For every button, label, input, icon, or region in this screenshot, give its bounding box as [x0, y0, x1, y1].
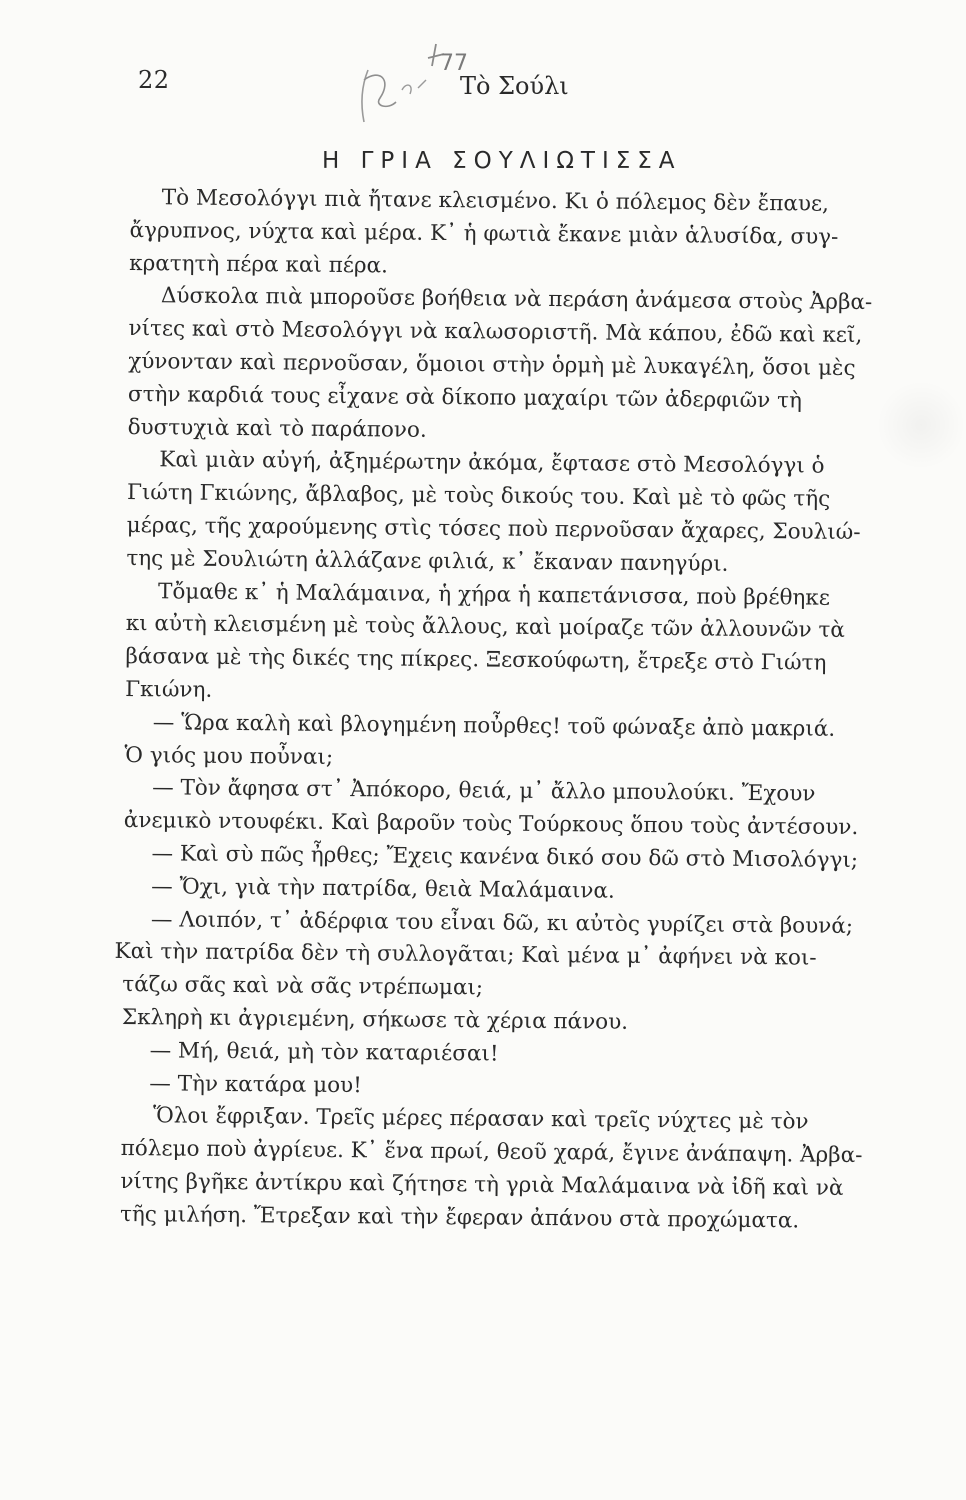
- handwritten-pencil-note: [340, 40, 470, 130]
- text-line: Καὶ μιὰν αὐγή, ἀξημέρωτην ἀκόμα, ἔφτασε στὸ Μεσολόγγι ὁ: [159, 447, 825, 480]
- text-line: χύνονταν καὶ περνοῦσαν, ὅμοιοι στὴν ὁρμὴ μὲ λυκαγέλη, ὅσοι μὲς: [128, 348, 856, 381]
- text-line: νίτες καὶ στὸ Μεσολόγγι νὰ καλωσοριστῆ. Μὰ κάπου, ἐδῶ καὶ κεῖ,: [128, 316, 863, 349]
- text-line: Σκληρὴ κι ἀγριεμένη, σήκωσε τὰ χέρια πάνου.: [121, 1004, 629, 1035]
- text-line: Γκιώνη.: [125, 676, 213, 703]
- text-line: ἀνεμικὸ ντουφέκι. Καὶ βαροῦν τοὺς Τούρκους ὅπου τοὺς ἀντέσουν.: [123, 808, 859, 841]
- text-line: ἄγρυπνος, νύχτα καὶ μέρα. Κ᾽ ἡ φωτιὰ ἔκανε μιὰν ἁλυσίδα, συγ-: [129, 217, 839, 250]
- handwritten-number: 77: [440, 51, 468, 76]
- text-line: της μὲ Σουλιώτη ἀλλάζανε φιλιά, κ᾽ ἔκαναν πανηγύρι.: [126, 545, 729, 577]
- text-line: μέρας, τῆς χαρούμενης στὶς τόσες ποὺ περνοῦσαν ἄχαρες, Σουλιώ-: [126, 512, 861, 545]
- text-line: — Καὶ σὺ πῶς ἦρθες; Ἔχεις κανένα δικό σου δῶ στὸ Μισολόγγι;: [151, 841, 859, 873]
- text-line: — Τὴν κατάρα μου!: [149, 1070, 362, 1098]
- text-line: — Ὥρα καλὴ καὶ βλογημένη ποὖρθες! τοῦ φώναξε ἀπὸ μακριά.: [152, 709, 836, 742]
- text-line: — Τὸν ἄφησα στ᾽ Ἀπόκορο, θειά, μ᾽ ἄλλο μπουλούκι. Ἔχουν: [152, 775, 816, 807]
- text-line: — Λοιπόν, τ᾽ ἀδέρφια του εἶναι δῶ, κι αὐτὸς γυρίζει στὰ βουνά;: [150, 906, 854, 939]
- text-line: νίτης βγῆκε ἀντίκρυ καὶ ζήτησε τὴ γριὰ Μαλάμαινα νὰ ἰδῆ καὶ νὰ: [120, 1168, 844, 1201]
- page-number: 22: [138, 66, 170, 94]
- text-line: Γιώτη Γκιώνης, ἄβλαβος, μὲ τοὺς δικούς του. Καὶ μὲ τὸ φῶς τῆς: [126, 480, 831, 512]
- text-line: στὴν καρδιά τους εἶχανε σὰ δίκοπο μαχαίρι τῶν ἀδερφιῶν τὴ: [127, 381, 803, 414]
- text-line: Καὶ τὴν πατρίδα δὲν τὴ συλλογᾶται; Καὶ μένα μ᾽ ἀφήνει νὰ κοι-: [114, 939, 817, 971]
- running-head: Τὸ Σούλι: [460, 72, 569, 100]
- text-line: — Μή, θειά, μὴ τὸν καταριέσαι!: [149, 1037, 499, 1067]
- text-line: κι αὐτὴ κλεισμένη μὲ τοὺς ἄλλους, καὶ μοίραζε τῶν ἀλλουνῶν τὰ: [125, 611, 845, 644]
- text-line: Ὁ γιός μου ποὖναι;: [124, 742, 334, 770]
- story-text: [114, 182, 900, 1239]
- text-line: δυστυχιὰ καὶ τὸ παράπονο.: [127, 414, 427, 443]
- text-line: Δύσκολα πιὰ μποροῦσε βοήθεια νὰ περάση ἀνάμεσα στοὺς Ἀρβα-: [160, 283, 873, 316]
- text-line: τῆς μιλήση. Ἔτρεξαν καὶ τὴν ἔφεραν ἀπάνου στὰ προχώματα.: [119, 1201, 800, 1234]
- text-line: Ὅλοι ἔφριξαν. Τρεῖς μέρες πέρασαν καὶ τρεῖς νύχτες μὲ τὸν: [152, 1103, 809, 1135]
- text-line: Τὸ Μεσολόγγι πιὰ ἤτανε κλεισμένο. Κι ὁ πόλεμος δὲν ἔπαυε,: [161, 185, 830, 217]
- text-line: τάζω σᾶς καὶ νὰ σᾶς ντρέπωμαι;: [122, 972, 484, 1001]
- story-title: Η ΓΡΙΑ ΣΟΥΛΙΩΤΙΣΣΑ: [322, 148, 682, 174]
- text-line: βάσανα μὲ τὴς δικές της πίκρες. Ξεσκούφωτη, ἔτρεξε στὸ Γιώτη: [125, 644, 827, 676]
- text-line: Τὄμαθε κ᾽ ἡ Μαλάμαινα, ἡ χήρα ἡ καπετάνισσα, ποὺ βρέθηκε: [157, 578, 831, 611]
- text-line: κρατητὴ πέρα καὶ πέρα.: [129, 250, 389, 279]
- text-line: — Ὄχι, γιὰ τὴν πατρίδα, θειὰ Μαλάμαινα.: [151, 873, 615, 904]
- text-line: πόλεμο ποὺ ἀγρίευε. Κ᾽ ἕνα πρωί, θεοῦ χαρά, ἔγινε ἀνάπαψη. Ἀρβα-: [120, 1136, 863, 1169]
